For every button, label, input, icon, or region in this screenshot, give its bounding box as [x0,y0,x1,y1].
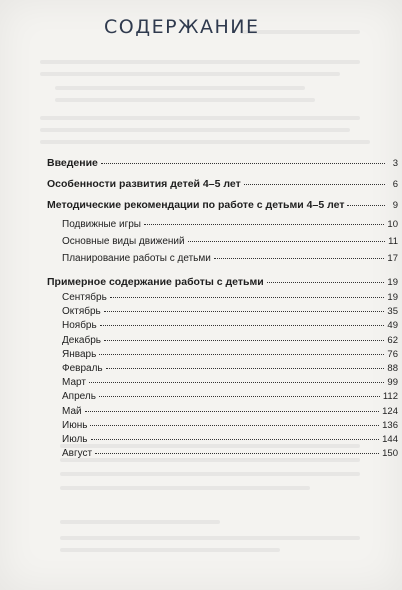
dot-leader [89,382,384,383]
toc-entry-label: Август [62,448,93,460]
dot-leader [99,354,384,355]
toc-page-number: 49 [387,320,398,332]
dot-leader [90,425,379,426]
toc-entry-label: Основные виды движений [62,236,185,247]
dot-leader [100,325,385,326]
toc-page-number: 62 [387,334,398,346]
toc-entry-label: Май [62,405,82,417]
toc-page-number: 144 [382,433,398,445]
toc-subentry-month[interactable] [47,376,398,390]
toc-page-number: 112 [382,391,398,403]
toc-page-number: 6 [392,179,398,190]
dot-leader [85,411,380,412]
dot-leader [101,163,385,164]
toc-page-number: 136 [382,419,398,431]
dot-leader [110,297,385,298]
toc-page-number: 17 [387,253,398,264]
dot-leader [144,224,384,225]
toc-entry-label: Планирование работы с детьми [62,253,211,264]
toc-page-number: 124 [382,405,398,417]
table-of-contents [47,156,398,461]
toc-entry-intro[interactable] [47,156,398,170]
toc-subentry[interactable] [47,218,398,232]
toc-entry-features[interactable] [47,177,398,191]
toc-page-number: 99 [387,377,398,389]
toc-entry-label: Октябрь [62,306,101,318]
toc-subentry-month[interactable] [47,348,398,362]
toc-page-number: 150 [382,448,398,460]
toc-entry-label: Методические рекомендации по работе с детьми 4–5 лет [47,199,345,211]
dot-leader [267,282,385,283]
toc-page-number: 35 [387,306,398,318]
page-title: СОДЕРЖАНИЕ [104,16,260,38]
dot-leader [91,439,380,440]
toc-subentry-month[interactable] [47,362,398,376]
toc-page-number: 10 [387,219,398,230]
dot-leader [244,184,385,185]
toc-subentry-month[interactable] [47,433,398,447]
toc-page-number: 19 [387,277,398,288]
toc-page-number: 76 [387,348,398,360]
toc-subentry[interactable] [47,252,398,266]
dot-leader [106,368,385,369]
toc-entry-label: Подвижные игры [62,219,141,230]
toc-entry-label: Особенности развития детей 4–5 лет [47,178,241,190]
dot-leader [104,311,385,312]
toc-subentry-month[interactable] [47,305,398,319]
toc-page-number: 11 [388,236,398,247]
toc-subentry-month[interactable] [47,334,398,348]
toc-entry-content[interactable] [47,275,398,289]
toc-entry-label: Июль [62,433,88,445]
toc-entry-label: Апрель [62,391,96,403]
month-list [47,291,398,461]
toc-entry-label: Февраль [62,362,103,374]
toc-page-number: 19 [387,292,398,303]
toc-subentry-month[interactable] [47,447,398,461]
toc-entry-label: Сентябрь [62,292,107,303]
toc-page-number: 9 [392,200,398,211]
toc-subentry-month[interactable] [47,390,398,404]
toc-entry-methods[interactable] [47,198,398,212]
toc-entry-label: Март [62,377,86,389]
toc-subentry-month[interactable] [47,319,398,333]
toc-entry-label: Ноябрь [62,320,97,332]
toc-entry-label: Июнь [62,419,88,431]
dot-leader [214,258,385,259]
dot-leader [104,340,384,341]
toc-subentry-month[interactable] [47,405,398,419]
dot-leader [188,241,385,242]
toc-subentry-month[interactable] [47,291,398,305]
toc-entry-label: Декабрь [62,334,101,346]
toc-entry-label: Примерное содержание работы с детьми [47,276,264,288]
toc-subentry-month[interactable] [47,419,398,433]
toc-page-number: 3 [392,158,398,169]
toc-entry-label: Введение [47,157,98,169]
toc-subentry[interactable] [47,235,398,249]
toc-entry-label: Январь [62,348,97,360]
dot-leader [99,396,380,397]
dot-leader [347,205,385,206]
dot-leader [95,453,379,454]
toc-page-number: 88 [387,362,398,374]
